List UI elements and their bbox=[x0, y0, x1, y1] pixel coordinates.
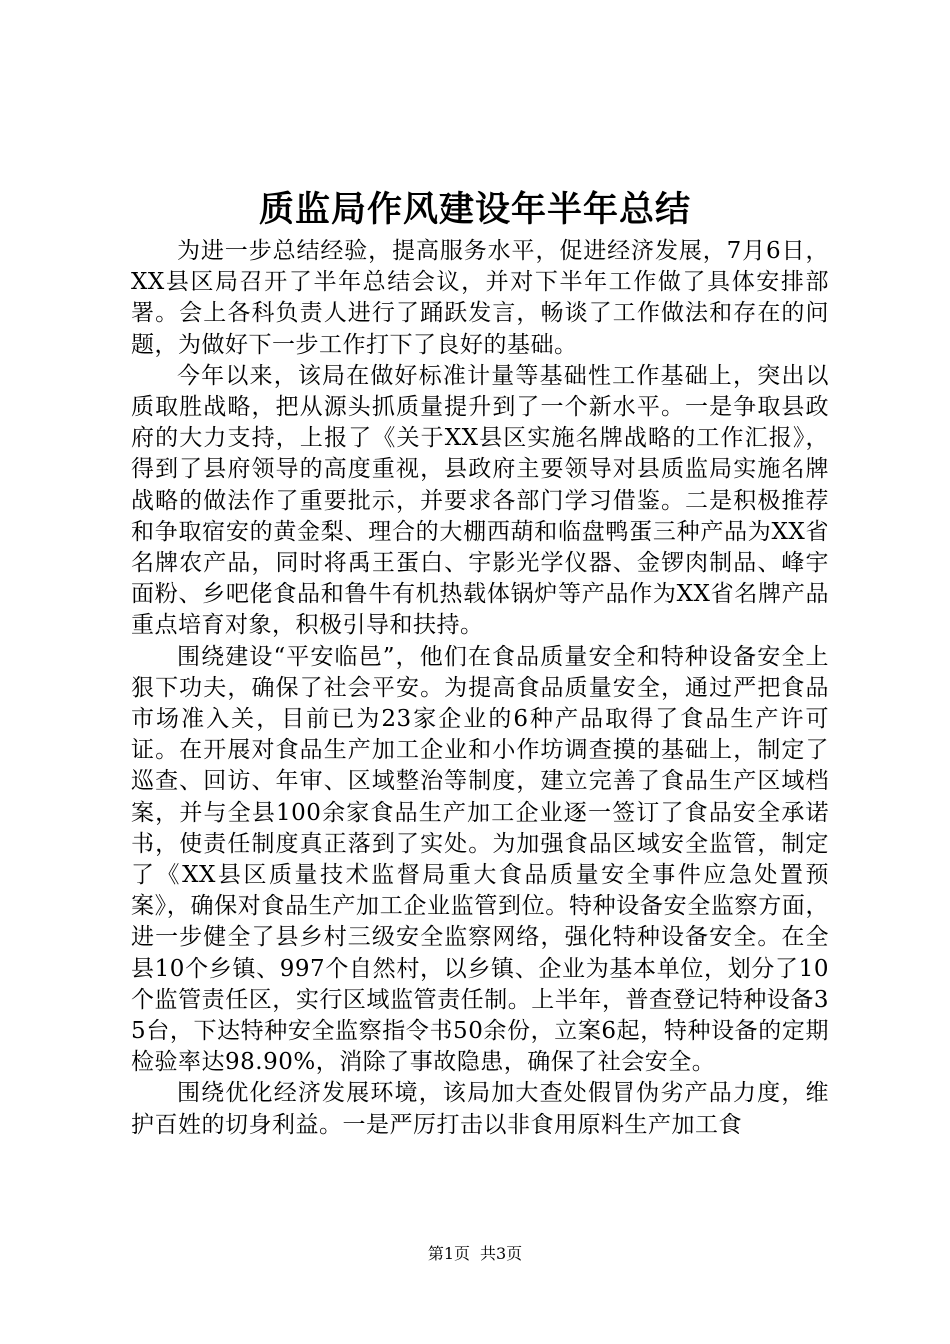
paragraph-2: 今年以来，该局在做好标准计量等基础性工作基础上，突出以质取胜战略，把从源头抓质量提升到了一个新水平。一是争取县政府的大力支持，上报了《关于XX县区实施名牌战略的工作汇报》，得到了县府领导的高度重视，县政府主要领导对县质监局实施名牌战略的做法作了重要批示，并要求各部门学习借鉴。二是积极推荐和争取宿安的黄金梨、理合的大棚西葫和临盘鸭蛋三种产品为XX省名牌农产品，同时将禹王蛋白、宇影光学仪器、金锣肉制品、峰宇面粉、乡吧佬食品和鲁牛有机热载体锅炉等产品作为XX省名牌产品重点培育对象，积极引导和扶持。 bbox=[131, 362, 829, 639]
paragraph-4: 围绕优化经济发展环境，该局加大查处假冒伪劣产品力度，维护百姓的切身利益。一是严厉打击以非食用原料生产加工食 bbox=[131, 1080, 829, 1138]
document-title: 质监局作风建设年半年总结 bbox=[258, 189, 691, 230]
page-number: 第1页 bbox=[427, 1244, 470, 1263]
paragraph-1: 为进一步总结经验，提高服务水平，促进经济发展，7月6日，XX县区局召开了半年总结会议，并对下半年工作做了具体安排部署。会上各科负责人进行了踊跃发言，畅谈了工作做法和存在的问题，为做好下一步工作打下了良好的基础。 bbox=[131, 238, 829, 358]
paragraph-3: 围绕建设“平安临邑”，他们在食品质量安全和特种设备安全上狠下功夫，确保了社会平安。为提高食品质量安全，通过严把食品市场准入关，目前已为23家企业的6种产品取得了食品生产许可证。在开展对食品生产加工企业和小作坊调查摸的基础上，制定了巡查、回访、年审、区域整治等制度，建立完善了食品生产区域档案，并与全县100余家食品生产加工企业逐一签订了食品安全承诺书，使责任制度真正落到了实处。为加强食品区域安全监管，制定了《XX县区质量技术监督局重大食品质量安全事件应急处置预案》，确保对食品生产加工企业监管到位。特种设备安全监察方面，进一步健全了县乡村三级安全监察网络，强化特种设备安全。在全县10个乡镇、997个自然村，以乡镇、企业为基本单位，划分了10个监管责任区，实行区域监管责任制。上半年，普查登记特种设备35台，下达特种安全监察指令书50余份，立案6起，特种设备的定期检验率达98.90%，消除了事故隐患，确保了社会安全。 bbox=[131, 643, 829, 1076]
page-total: 共3页 bbox=[480, 1244, 523, 1263]
page-footer bbox=[0, 1243, 950, 1265]
document-body bbox=[131, 236, 829, 1141]
